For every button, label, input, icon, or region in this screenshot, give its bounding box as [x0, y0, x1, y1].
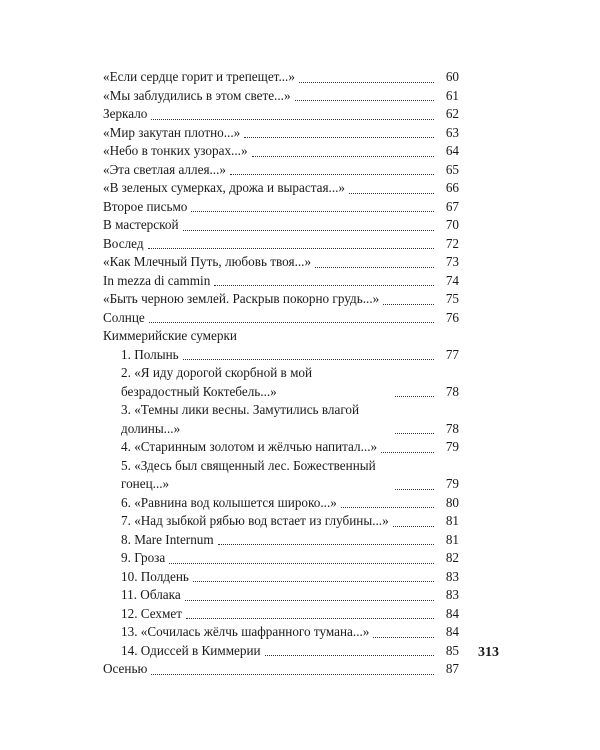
dot-leader	[381, 452, 434, 453]
toc-subentry[interactable]	[103, 586, 459, 605]
toc-subentry-page: 77	[445, 346, 459, 362]
toc-subentry[interactable]	[103, 549, 459, 568]
toc-subentry-title: 9. Гроза	[121, 550, 166, 565]
toc-subentry-page: 79	[445, 439, 459, 454]
toc-subentry-title: 6. «Равнина вод колышется широко...»	[121, 494, 337, 510]
toc-entry[interactable]	[103, 68, 459, 87]
toc-entry[interactable]	[103, 309, 459, 328]
toc-entry[interactable]	[103, 179, 459, 198]
dot-leader	[295, 100, 434, 101]
dot-leader	[169, 563, 434, 564]
toc-subentry-title: 4. «Старинным золотом и жёлчью напитал...»	[121, 439, 378, 454]
toc-entry-title: «Небо в тонких узорах...»	[103, 143, 248, 158]
dot-leader	[393, 526, 434, 527]
toc-entry-title: «Если сердце горит и трепещет...»	[103, 69, 295, 84]
toc-entry[interactable]	[103, 87, 459, 106]
dot-leader	[395, 433, 434, 434]
toc-subentry-title: 3. «Темны лики весны. Замутились влагой долины...»	[121, 402, 360, 436]
toc-subentry-title: 12. Сехмет	[121, 605, 182, 621]
toc-subentry-page: 83	[445, 587, 459, 602]
toc-entry-title: Зеркало	[103, 106, 148, 121]
dot-leader	[395, 396, 434, 397]
dot-leader	[395, 489, 434, 490]
toc-entry-title: Солнце	[103, 309, 145, 325]
toc-entry-page: 72	[445, 235, 459, 251]
toc-entry-page: 74	[445, 272, 459, 288]
toc-subentry-title: 5. «Здесь был священный лес. Божественный гонец...»	[121, 457, 376, 491]
toc-entry[interactable]	[103, 124, 459, 143]
toc-entry[interactable]	[103, 105, 459, 124]
toc-entry-page: 65	[445, 161, 459, 177]
toc-subentry-page: 80	[445, 494, 459, 510]
dot-leader	[315, 267, 434, 268]
dot-leader	[183, 359, 434, 360]
toc-entry[interactable]	[103, 660, 459, 679]
toc-entry-title: In mezza di cammin	[103, 272, 211, 288]
dot-leader	[214, 285, 434, 286]
toc-subentry-title: 1. Полынь	[121, 346, 179, 362]
toc-entry[interactable]	[103, 216, 459, 235]
toc-subentry-page: 81	[445, 513, 459, 528]
toc-entry[interactable]	[103, 198, 459, 217]
toc-entry-page: 60	[445, 69, 459, 84]
dot-leader	[193, 581, 434, 582]
toc-entry-page: 87	[445, 661, 459, 676]
toc-entry[interactable]	[103, 272, 459, 291]
toc-subentry[interactable]	[103, 346, 459, 365]
dot-leader	[244, 137, 434, 138]
toc-subentry[interactable]	[103, 531, 459, 550]
toc-subentry[interactable]	[103, 457, 459, 494]
dot-leader	[230, 174, 434, 175]
toc-subentry[interactable]	[103, 512, 459, 531]
dot-leader	[218, 544, 434, 545]
toc-entry-title: «Эта светлая аллея...»	[103, 161, 226, 177]
toc-subentry-title: 13. «Сочилась жёлчь шафранного тумана...»	[121, 624, 370, 639]
page-number: 313	[478, 645, 499, 660]
toc-entry-page: 61	[445, 87, 459, 103]
section-heading[interactable]: Киммерийские сумерки	[103, 328, 237, 343]
toc-entry-title: Осенью	[103, 661, 148, 676]
toc-entry[interactable]	[103, 161, 459, 180]
dot-leader	[148, 248, 434, 249]
toc-entry-title: «Мир закутан плотно...»	[103, 124, 241, 140]
toc-entry-page: 73	[445, 254, 459, 269]
dot-leader	[191, 211, 434, 212]
dot-leader	[341, 507, 434, 508]
toc-entry-title: В мастерской	[103, 217, 179, 232]
toc-entry-title: «Быть черною землей. Раскрыв покорно грудь...»	[103, 291, 380, 306]
toc-entry-page: 67	[445, 198, 459, 214]
toc-entry-title: «В зеленых сумерках, дрожа и вырастая...»	[103, 180, 346, 195]
toc-entry-page: 66	[445, 180, 459, 195]
dot-leader	[349, 193, 434, 194]
toc-subentry-page: 78	[445, 420, 459, 436]
toc-subentry-page: 83	[445, 568, 459, 584]
dot-leader	[149, 322, 434, 323]
dot-leader	[185, 600, 434, 601]
toc-subentry-title: 2. «Я иду дорогой скорбной в мой безрадостный Коктебель...»	[121, 365, 313, 399]
toc-entry-title: Вослед	[103, 235, 144, 251]
toc-entry-title: Второе письмо	[103, 198, 188, 214]
dot-leader	[151, 674, 434, 675]
toc-subentry-page: 78	[445, 383, 459, 399]
toc-entry-page: 62	[445, 106, 459, 121]
toc-subentry-title: 8. Mare Internum	[121, 531, 214, 547]
toc-subentry-page: 82	[445, 550, 459, 565]
toc-entry-page: 70	[445, 217, 459, 232]
toc-entry[interactable]	[103, 142, 459, 161]
dot-leader	[373, 637, 434, 638]
toc-entry-title: «Мы заблудились в этом свете...»	[103, 87, 291, 103]
dot-leader	[186, 618, 434, 619]
toc-subentry[interactable]	[103, 605, 459, 624]
toc-entry-page: 64	[445, 143, 459, 158]
toc-subentry-page: 84	[445, 624, 459, 639]
toc-entry[interactable]	[103, 235, 459, 254]
dot-leader	[151, 119, 434, 120]
toc-subentry-title: 14. Одиссей в Киммерии	[121, 642, 261, 658]
toc-subentry[interactable]	[103, 494, 459, 513]
dot-leader	[183, 230, 434, 231]
toc-entry-page: 75	[445, 291, 459, 306]
toc-subentry[interactable]	[103, 568, 459, 587]
toc-subentry[interactable]	[103, 642, 459, 661]
toc-subentry-page: 85	[445, 642, 459, 658]
dot-leader	[299, 82, 434, 83]
toc-entry[interactable]	[103, 253, 459, 272]
toc-entry-title: «Как Млечный Путь, любовь твоя...»	[103, 254, 312, 269]
table-of-contents	[103, 68, 459, 679]
toc-subentry-page: 79	[445, 476, 459, 491]
toc-subentry-title: 11. Облака	[121, 587, 181, 602]
toc-entry-page: 76	[445, 309, 459, 325]
dot-leader	[265, 655, 434, 656]
toc-subentry-page: 81	[445, 531, 459, 547]
toc-subentry-title: 10. Полдень	[121, 568, 189, 584]
toc-subentry-page: 84	[445, 605, 459, 621]
toc-subentry-title: 7. «Над зыбкой рябью вод встает из глубины...»	[121, 513, 389, 528]
toc-subentry[interactable]	[103, 364, 459, 401]
toc-subentry[interactable]	[103, 401, 459, 438]
toc-entry[interactable]	[103, 290, 459, 309]
toc-entry-page: 63	[445, 124, 459, 140]
dot-leader	[383, 304, 434, 305]
toc-subentry[interactable]	[103, 438, 459, 457]
dot-leader	[252, 156, 434, 157]
toc-subentry[interactable]	[103, 623, 459, 642]
